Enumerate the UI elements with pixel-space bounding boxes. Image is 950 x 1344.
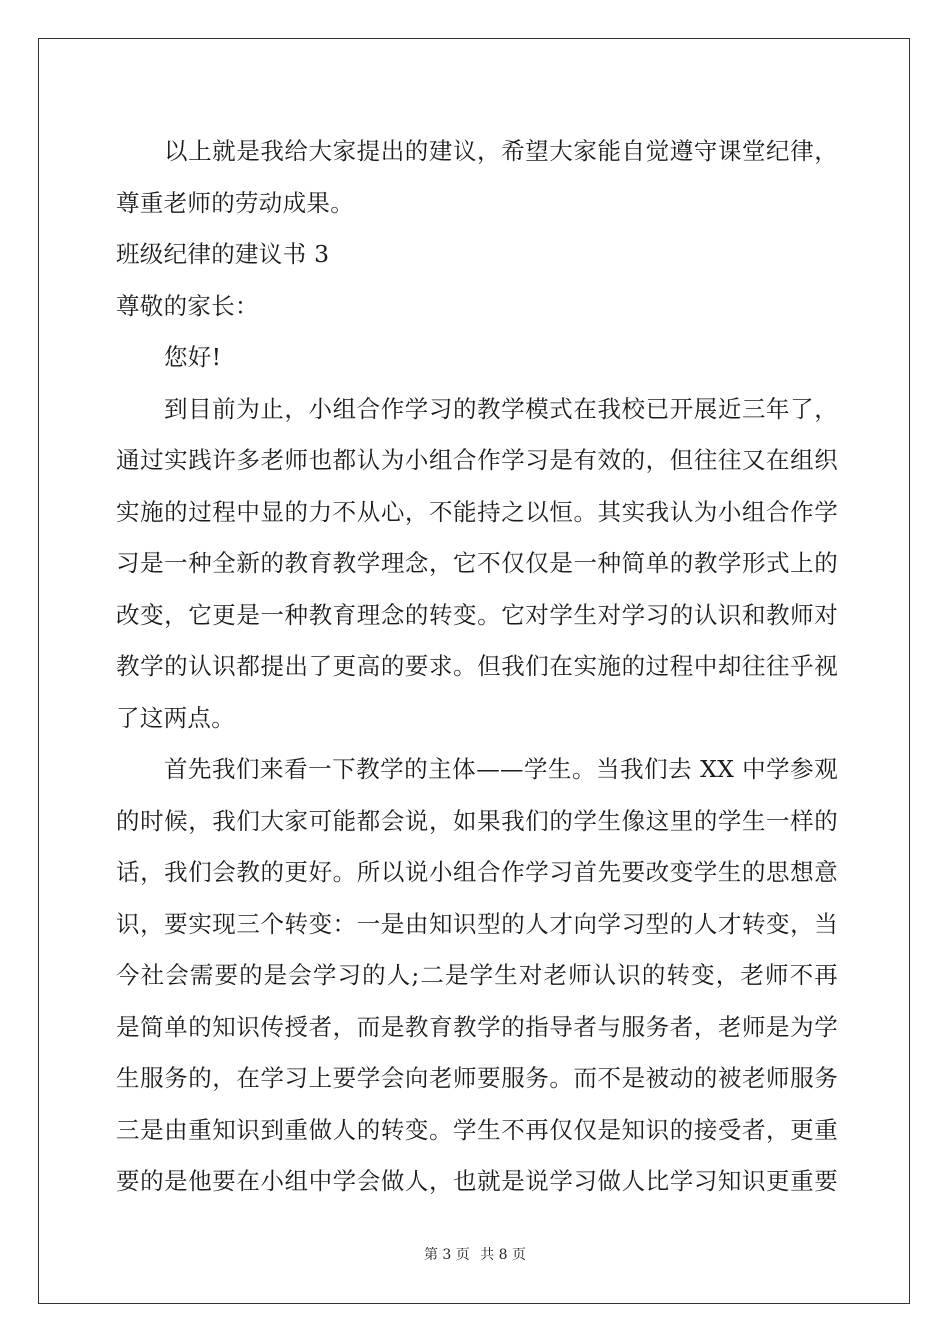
page-footer xyxy=(0,1244,950,1264)
text-line: 话，我们会教的更好。所以说小组合作学习首先要改变学生的思想意 xyxy=(116,858,838,886)
text-line: 生服务的，在学习上要学会向老师要服务。而不是被动的被老师服务 xyxy=(116,1064,838,1092)
text-line: 实施的过程中显的力不从心，不能持之以恒。其实我认为小组合作学 xyxy=(116,497,838,526)
page-total: 共 8 页 xyxy=(480,1247,527,1263)
document-body xyxy=(116,126,838,1208)
text-line: 以上就是我给大家提出的建议，希望大家能自觉遵守课堂纪律， xyxy=(164,137,838,165)
text-line: 要的是他要在小组中学会做人，也就是说学习做人比学习知识更重要 xyxy=(116,1167,838,1195)
text-line: 尊重老师的劳动成果。 xyxy=(116,188,354,217)
text-line: 今社会需要的是会学习的人;二是学生对老师认识的转变，老师不再 xyxy=(116,961,838,989)
text-line: 班级纪律的建议书 3 xyxy=(116,240,330,268)
text-line: 习是一种全新的教育教学理念，它不仅仅是一种简单的教学形式上的 xyxy=(116,549,838,577)
text-line: 改变，它更是一种教育理念的转变。它对学生对学习的认识和教师对 xyxy=(116,600,838,629)
text-line: 是简单的知识传授者，而是教育教学的指导者与服务者，老师是为学 xyxy=(116,1012,838,1041)
page-number: 第 3 页 xyxy=(423,1247,470,1263)
text-line: 首先我们来看一下教学的主体——学生。当我们去 XX 中学参观 xyxy=(164,755,838,783)
text-line: 识，要实现三个转变：一是由知识型的人才向学习型的人才转变，当 xyxy=(116,909,838,938)
text-line: 了这两点。 xyxy=(116,703,235,732)
text-line: 通过实践许多老师也都认为小组合作学习是有效的，但往往又在组织 xyxy=(116,446,838,474)
text-line: 教学的认识都提出了更高的要求。但我们在实施的过程中却往往乎视 xyxy=(116,652,838,680)
text-line: 的时候，我们大家可能都会说，如果我们的学生像这里的学生一样的 xyxy=(116,806,838,835)
text-line: 您好! xyxy=(164,343,222,371)
text-line: 到目前为止，小组合作学习的教学模式在我校已开展近三年了， xyxy=(164,394,838,423)
text-line: 尊敬的家长： xyxy=(116,291,259,320)
text-line: 三是由重知识到重做人的转变。学生不再仅仅是知识的接受者，更重 xyxy=(116,1115,838,1144)
